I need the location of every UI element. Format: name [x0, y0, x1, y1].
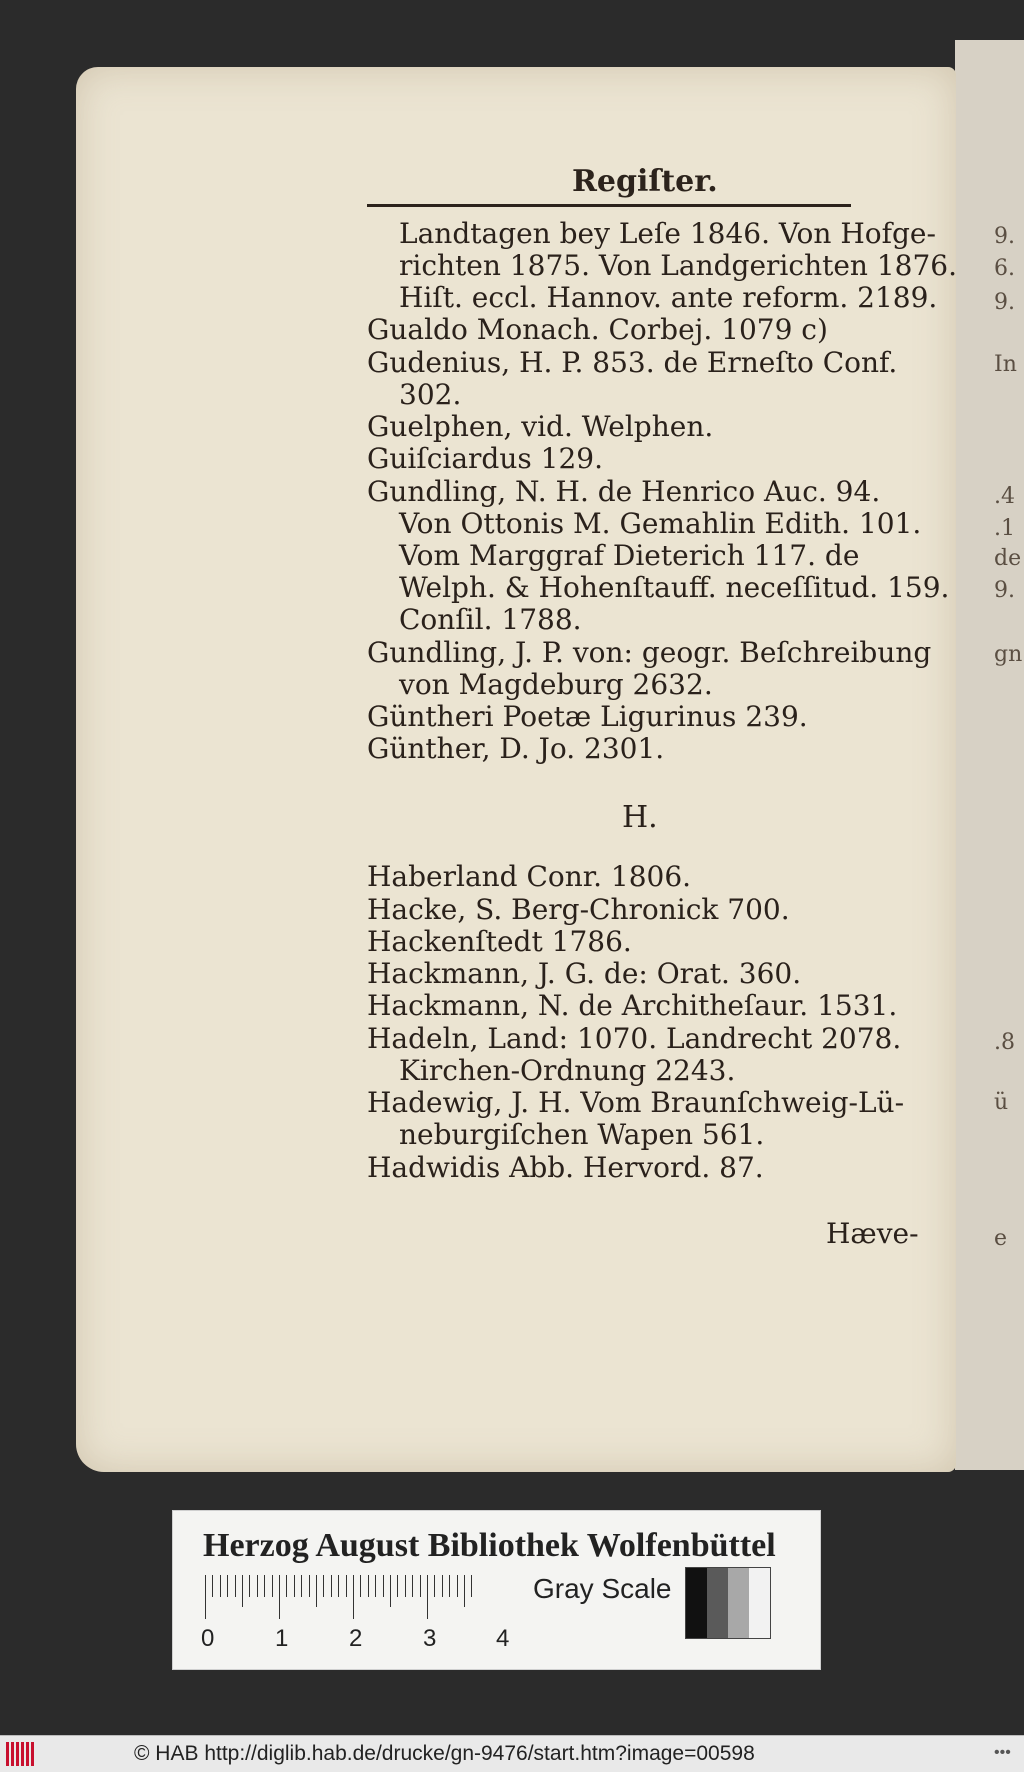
index-entry: Hacke, S. Berg-Chronick 700. — [367, 893, 790, 926]
ruler-tick — [220, 1575, 221, 1597]
facing-page-fragment: 9. — [994, 224, 1015, 249]
facing-page-fragment: .1 — [994, 516, 1015, 541]
ruler-title: Herzog August Bibliothek Wolfenbüttel — [203, 1527, 776, 1564]
facing-page-fragment: ü — [994, 1090, 1009, 1115]
ruler-tick — [434, 1575, 435, 1597]
index-entry: Güntheri Poetæ Ligurinus 239. — [367, 700, 808, 733]
index-entry: Gualdo Monach. Corbej. 1079 c) — [367, 313, 828, 346]
more-icon[interactable]: ••• — [994, 1744, 1011, 1761]
footer-bar — [0, 1735, 1024, 1772]
footer-url[interactable]: © HAB http://diglib.hab.de/drucke/gn-9476/start.htm?image=00598 — [134, 1742, 755, 1765]
facing-page-fragment: 9. — [994, 290, 1015, 315]
index-line: Von Ottonis M. Gemahlin Edith. 101. — [399, 507, 922, 540]
index-line: neburgiſchen Wapen 561. — [399, 1118, 765, 1151]
head-rule — [367, 204, 851, 207]
ruler-tick — [338, 1575, 339, 1597]
ruler-tick — [375, 1575, 376, 1597]
ruler-tick — [368, 1575, 369, 1597]
index-line: Hiſt. eccl. Hannov. ante reform. 2189. — [399, 281, 938, 314]
ruler-tick — [457, 1575, 458, 1597]
index-line: Welph. & Hohenſtauff. neceſſitud. 159. — [399, 571, 950, 604]
index-entry: Haberland Conr. 1806. — [367, 860, 692, 893]
facing-page-edge — [955, 40, 1024, 1470]
index-entry: Hadwidis Abb. Hervord. 87. — [367, 1151, 764, 1184]
index-entry: Hackenſtedt 1786. — [367, 925, 632, 958]
index-entry: Gundling, N. H. de Henrico Auc. 94. — [367, 475, 881, 508]
ruler-tick — [383, 1575, 384, 1597]
index-entry: Hadewig, J. H. Vom Braunſchweig-Lü- — [367, 1086, 905, 1119]
index-line: 302. — [399, 378, 462, 411]
hab-logo-icon — [6, 1742, 46, 1766]
ruler-tick — [449, 1575, 450, 1597]
ruler-tick — [397, 1575, 398, 1597]
index-line: von Magdeburg 2632. — [399, 668, 713, 701]
ruler-number: 3 — [423, 1625, 437, 1652]
ruler-tick — [464, 1575, 465, 1607]
ruler-tick — [360, 1575, 361, 1597]
index-entry: Günther, D. Jo. 2301. — [367, 732, 665, 765]
index-line: Conſil. 1788. — [399, 603, 582, 636]
ruler-tick — [412, 1575, 413, 1597]
gray-patch — [728, 1568, 749, 1638]
ruler-tick — [442, 1575, 443, 1597]
ruler-tick — [420, 1575, 421, 1597]
gray-patch — [686, 1568, 707, 1638]
ruler-ticks — [205, 1575, 475, 1621]
facing-page-fragment: 9. — [994, 578, 1015, 603]
facing-page-fragment: .8 — [994, 1030, 1015, 1055]
color-calibration-ruler — [172, 1510, 821, 1670]
facing-page-fragment: 6. — [994, 256, 1015, 281]
index-entry: Guiſciardus 129. — [367, 442, 604, 475]
ruler-tick — [272, 1575, 273, 1597]
ruler-number: 0 — [201, 1625, 215, 1652]
ruler-number: 1 — [275, 1625, 289, 1652]
facing-page-fragment: In — [994, 352, 1017, 377]
gray-scale-label: Gray Scale — [533, 1573, 672, 1604]
ruler-tick — [242, 1575, 243, 1607]
ruler-tick — [471, 1575, 472, 1597]
ruler-tick — [264, 1575, 265, 1597]
facing-page-fragment: gn — [994, 642, 1023, 667]
ruler-tick — [405, 1575, 406, 1597]
gray-patch — [749, 1568, 770, 1638]
index-entry: Hadeln, Land: 1070. Landrecht 2078. — [367, 1022, 902, 1055]
ruler-tick — [301, 1575, 302, 1597]
facing-page-fragment: e — [994, 1226, 1008, 1251]
ruler-tick — [309, 1575, 310, 1597]
facing-page-fragment: .4 — [994, 484, 1015, 509]
ruler-tick — [249, 1575, 250, 1597]
catchword: Hæve- — [826, 1217, 919, 1250]
index-line: Landtagen bey Leſe 1846. Von Hofge- — [399, 217, 936, 250]
ruler-tick — [316, 1575, 317, 1607]
ruler-tick — [427, 1575, 428, 1619]
ruler-tick — [390, 1575, 391, 1607]
ruler-number: 4 — [496, 1625, 510, 1652]
index-entry: Gundling, J. P. von: geogr. Beſchreibung — [367, 636, 932, 669]
gray-scale-swatch — [685, 1567, 771, 1639]
gray-patch — [707, 1568, 728, 1638]
facing-page-fragment: de — [994, 546, 1022, 571]
index-entry: Hackmann, N. de Architheſaur. 1531. — [367, 989, 898, 1022]
ruler-tick — [286, 1575, 287, 1597]
ruler-tick — [257, 1575, 258, 1597]
running-head: Regiſter. — [572, 164, 718, 199]
section-letter: H. — [622, 800, 658, 835]
index-entry: Gudenius, H. P. 853. de Erneſto Conf. — [367, 346, 898, 379]
index-line: richten 1875. Von Landgerichten 1876. — [399, 249, 958, 282]
ruler-tick — [294, 1575, 295, 1597]
ruler-tick — [346, 1575, 347, 1597]
ruler-tick — [353, 1575, 354, 1619]
ruler-tick — [205, 1575, 206, 1619]
ruler-tick — [323, 1575, 324, 1597]
ruler-tick — [331, 1575, 332, 1597]
index-line: Vom Marggraf Dieterich 117. de — [399, 539, 860, 572]
index-entry: Guelphen, vid. Welphen. — [367, 410, 714, 443]
ruler-tick — [212, 1575, 213, 1597]
ruler-number: 2 — [349, 1625, 363, 1652]
ruler-tick — [235, 1575, 236, 1597]
ruler-tick — [227, 1575, 228, 1597]
index-line: Kirchen-Ordnung 2243. — [399, 1054, 736, 1087]
index-entry: Hackmann, J. G. de: Orat. 360. — [367, 957, 802, 990]
ruler-tick — [279, 1575, 280, 1619]
